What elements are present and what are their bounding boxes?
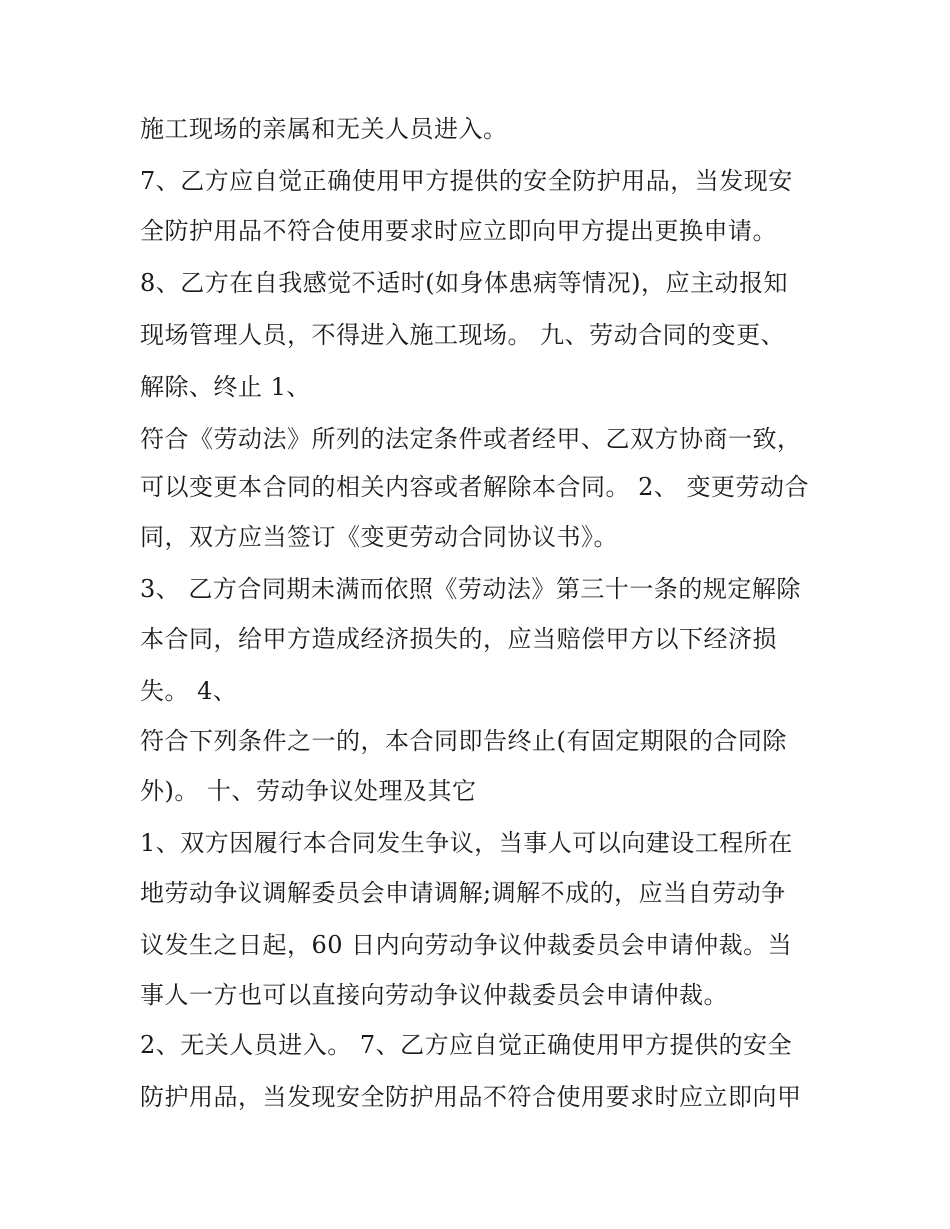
text-line: 议发生之日起，60 日内向劳动争议仲裁委员会申请仲裁。当 — [140, 931, 793, 959]
text-line: 外)。 十、劳动争议处理及其它 — [140, 777, 477, 805]
text-line: 施工现场的亲属和无关人员进入。 — [140, 115, 508, 143]
text-line: 可以变更本合同的相关内容或者解除本合同。 2、 变更劳动合 — [140, 473, 810, 501]
text-line: 防护用品，当发现安全防护用品不符合使用要求时应立即向甲 — [140, 1083, 802, 1111]
text-line: 现场管理人员，不得进入施工现场。 九、劳动合同的变更、 — [140, 321, 786, 349]
text-line: 符合下列条件之一的，本合同即告终止(有固定期限的合同除 — [140, 727, 787, 755]
text-line: 2、无关人员进入。 7、乙方应自觉正确使用甲方提供的安全 — [140, 1031, 793, 1059]
text-line: 同，双方应当签订《变更劳动合同协议书》。 — [140, 523, 618, 551]
text-line: 1、双方因履行本合同发生争议，当事人可以向建设工程所在 — [140, 829, 793, 857]
text-line: 解除、终止 1、 — [140, 373, 311, 401]
text-line: 8、乙方在自我感觉不适时(如身体患病等情况)，应主动报知 — [140, 269, 788, 297]
text-line: 符合《劳动法》所列的法定条件或者经甲、乙双方协商一致， — [140, 425, 802, 453]
text-line: 3、 乙方合同期未满而依照《劳动法》第三十一条的规定解除 — [140, 575, 801, 603]
text-line: 失。 4、 — [140, 677, 238, 705]
text-line: 7、乙方应自觉正确使用甲方提供的安全防护用品，当发现安 — [140, 167, 793, 195]
text-line: 事人一方也可以直接向劳动争议仲裁委员会申请仲裁。 — [140, 981, 728, 1009]
text-line: 全防护用品不符合使用要求时应立即向甲方提出更换申请。 — [140, 217, 777, 245]
text-line: 本合同，给甲方造成经济损失的，应当赔偿甲方以下经济损 — [140, 625, 777, 653]
text-line: 地劳动争议调解委员会申请调解;调解不成的，应当自劳动争 — [140, 879, 786, 907]
